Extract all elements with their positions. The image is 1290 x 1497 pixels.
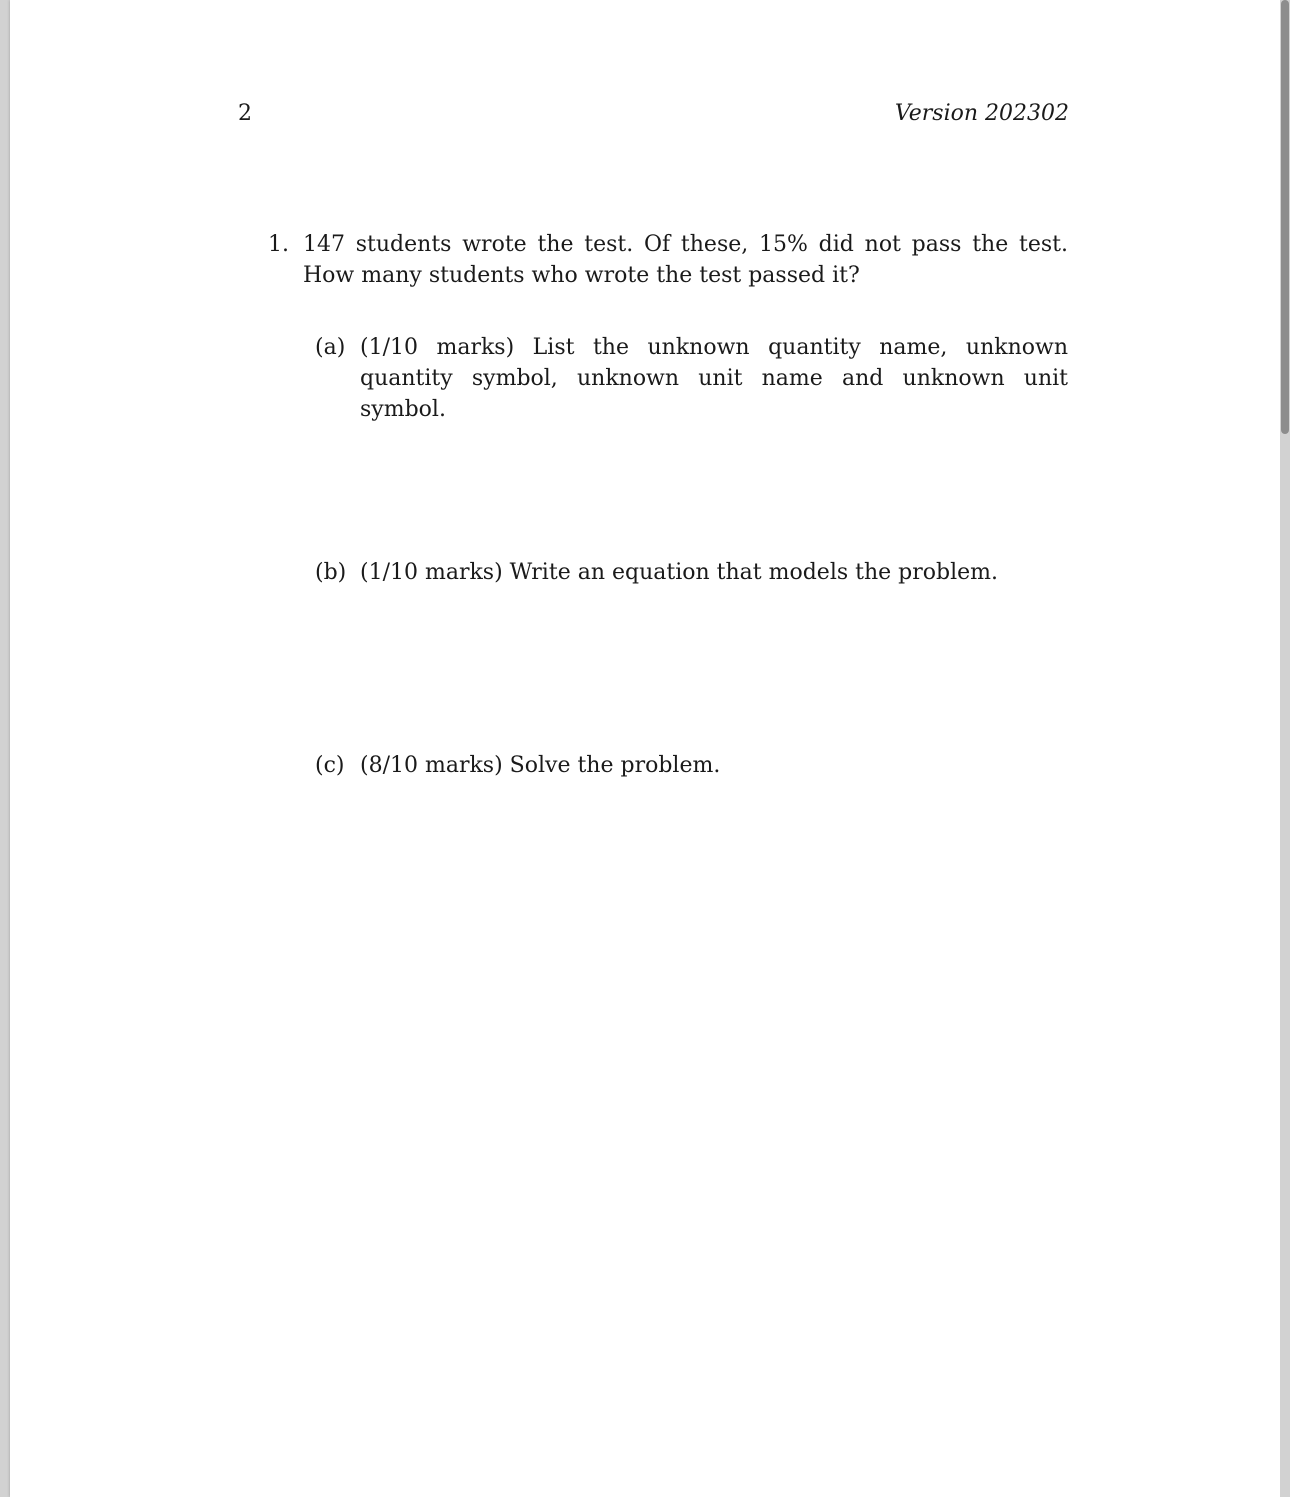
question-text: 147 students wrote the test. Of these, 15% did not pass the test. How many students who wrote the test passed it? [303,232,1068,288]
question-part-c [315,750,1068,781]
part-label: (a) [315,335,346,360]
question-1 [268,229,1068,291]
question-part-b [315,557,1068,588]
part-label: (b) [315,560,347,585]
question-number: 1. [268,232,289,257]
question-part-a [315,332,1068,425]
vertical-scrollbar[interactable] [1280,0,1290,1497]
part-text: (1/10 marks) Write an equation that models the problem. [360,560,998,585]
scrollbar-thumb[interactable] [1281,0,1289,434]
part-text: (8/10 marks) Solve the problem. [360,753,721,778]
version-label: Version 202302 [894,101,1069,126]
part-text: (1/10 marks) List the unknown quantity name, unknown quantity symbol, unknown unit name and unknown unit symbol. [360,335,1068,422]
part-label: (c) [315,753,345,778]
document-page [10,0,1280,1497]
page-number: 2 [238,101,252,126]
